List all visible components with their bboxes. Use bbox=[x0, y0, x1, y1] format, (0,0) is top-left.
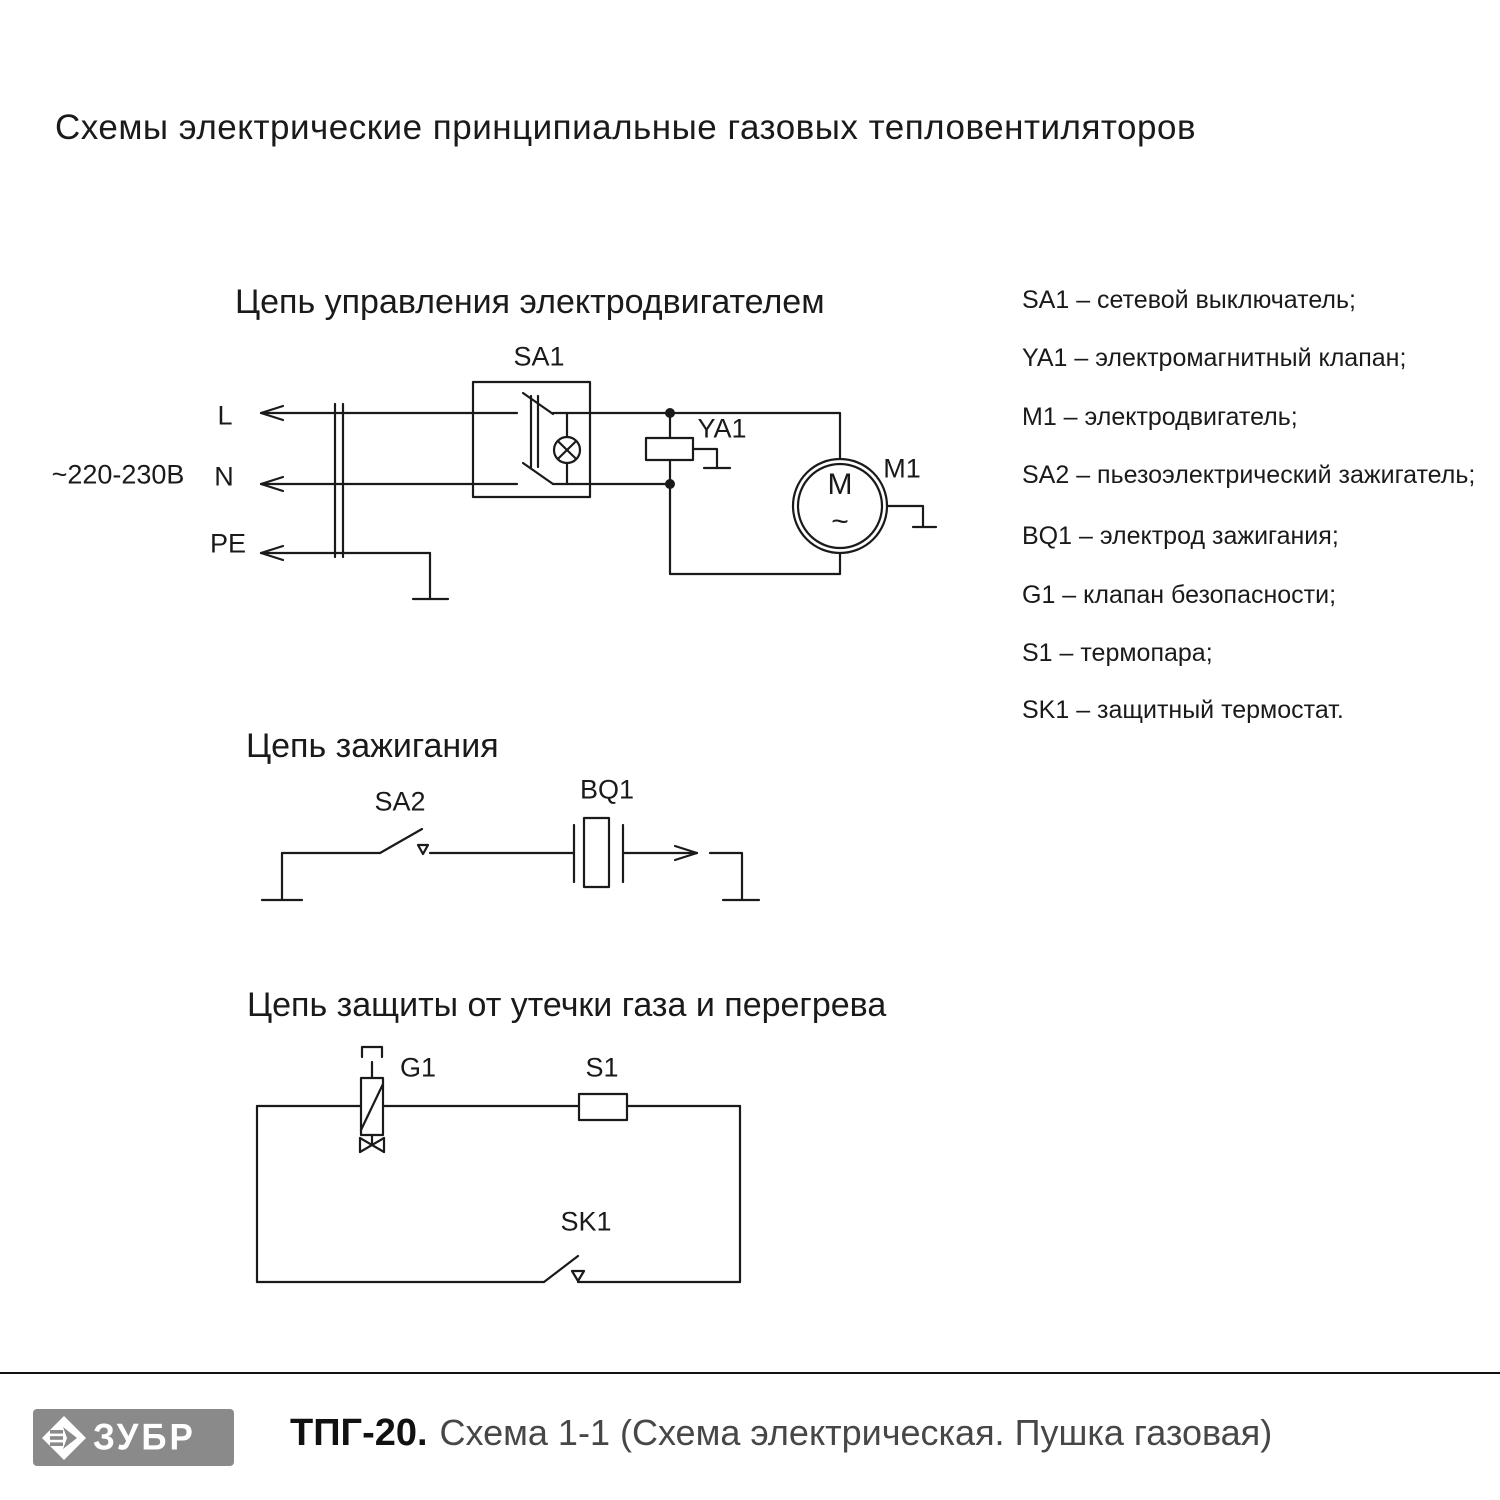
label-s1: S1 bbox=[585, 1052, 619, 1083]
s1-thermocouple-symbol bbox=[579, 1094, 627, 1120]
label-sa1: SA1 bbox=[513, 341, 565, 372]
sa2-pushbutton-symbol bbox=[380, 829, 428, 854]
line-n-arrow-icon bbox=[261, 477, 473, 491]
label-neutral-n: N bbox=[214, 461, 234, 492]
section-title-ignition: Цепь зажигания bbox=[246, 727, 499, 765]
label-voltage: ~220-230В bbox=[51, 459, 185, 490]
g1-safety-valve-symbol bbox=[360, 1047, 384, 1152]
label-bq1: BQ1 bbox=[579, 774, 635, 805]
protection-schematic bbox=[257, 1047, 740, 1282]
footer-divider bbox=[0, 1372, 1500, 1374]
legend-item-sa1: SA1 – сетевой выключатель; bbox=[1022, 286, 1356, 314]
footer-caption-row bbox=[290, 1412, 1272, 1455]
label-ya1: YA1 bbox=[697, 413, 747, 444]
sa1-switch-symbol bbox=[473, 382, 670, 497]
ignition-schematic bbox=[262, 818, 759, 900]
label-sk1: SK1 bbox=[560, 1206, 612, 1237]
footer-caption: Схема 1-1 (Схема электрическая. Пушка газовая) bbox=[439, 1412, 1273, 1453]
legend-item-m1: M1 – электродвигатель; bbox=[1022, 403, 1298, 431]
legend-item-s1: S1 – термопара; bbox=[1022, 639, 1213, 667]
ground-terminal-icon bbox=[262, 853, 302, 900]
label-sa2: SA2 bbox=[374, 786, 426, 817]
section-title-motor-control: Цепь управления электродвигателем bbox=[235, 283, 825, 321]
legend-item-ya1: YA1 – электромагнитный клапан; bbox=[1022, 344, 1407, 372]
label-m1: M1 bbox=[883, 453, 921, 484]
sk1-thermostat-symbol bbox=[544, 1256, 584, 1282]
zubr-logo bbox=[33, 1409, 234, 1466]
motor-m-letter: M bbox=[827, 468, 853, 501]
label-g1: G1 bbox=[399, 1052, 437, 1083]
label-line-l: L bbox=[217, 400, 233, 431]
legend-item-g1: G1 – клапан безопасности; bbox=[1022, 581, 1337, 609]
legend-item-bq1: BQ1 – электрод зажигания; bbox=[1022, 522, 1339, 550]
zubr-logo-icon bbox=[41, 1415, 87, 1461]
label-pe: PE bbox=[209, 528, 247, 559]
line-l-arrow-icon bbox=[261, 406, 473, 420]
bq1-piezo-electrode-symbol bbox=[574, 818, 623, 887]
zubr-logo-text: ЗУБР bbox=[93, 1416, 196, 1458]
wire bbox=[670, 413, 840, 459]
section-title-protection: Цепь защиты от утечки газа и перегрева bbox=[247, 986, 887, 1024]
connector-bars-icon bbox=[335, 404, 343, 557]
legend-item-sk1: SK1 – защитный термостат. bbox=[1022, 696, 1344, 724]
page-title: Схемы электрические принципиальные газовых тепловентиляторов bbox=[55, 108, 1197, 147]
ground-terminal-icon bbox=[710, 853, 759, 900]
legend-item-sa2: SA2 – пьезоэлектрический зажигатель; bbox=[1022, 461, 1476, 489]
spark-arrow-icon bbox=[623, 846, 697, 860]
line-pe-arrow-icon bbox=[261, 546, 448, 599]
footer-model: ТПГ-20. bbox=[290, 1412, 428, 1454]
motor-ac-symbol: ~ bbox=[831, 505, 849, 538]
